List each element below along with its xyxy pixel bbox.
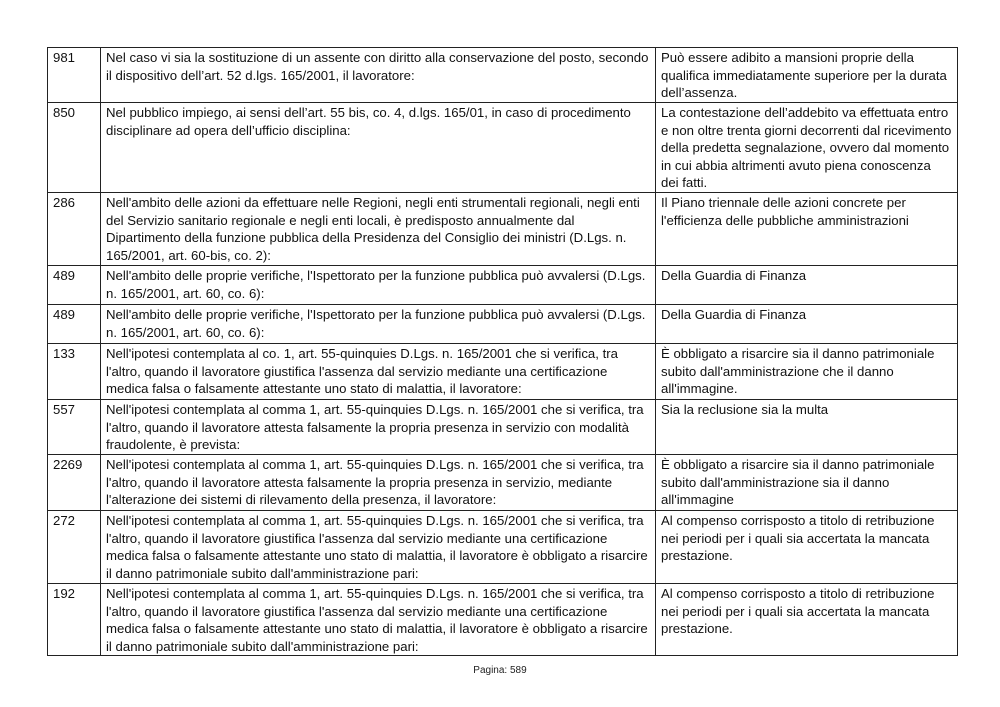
question-id: 981 [48, 48, 101, 103]
question-text: Nell'ipotesi contemplata al comma 1, art. 55-quinquies D.Lgs. n. 165/2001 che si verifica, tra l'altro, quando il lavoratore attesta falsamente la propria presenza in servizio con modalità fraudolente, è prevista: [101, 400, 656, 455]
question-id: 489 [48, 266, 101, 305]
answer-text: È obbligato a risarcire sia il danno patrimoniale subito dall'amministrazione che il danno all'immagine. [656, 344, 958, 400]
answer-text: Al compenso corrisposto a titolo di retribuzione nei periodi per i quali sia accertata la mancata prestazione. [656, 511, 958, 584]
question-text: Nell'ambito delle azioni da effettuare nelle Regioni, negli enti strumentali regionali, negli enti del Servizio sanitario regionale e negli enti locali, è predisposto annualmente dal Dipartimento della funzione pubblica della Presidenza del Consiglio dei ministri (D.Lgs. n. 165/2001, art. 60-bis, co. 2): [101, 193, 656, 266]
answer-text: Al compenso corrisposto a titolo di retribuzione nei periodi per i quali sia accertata la mancata prestazione. [656, 584, 958, 656]
question-text: Nell'ipotesi contemplata al co. 1, art. 55-quinquies D.Lgs. n. 165/2001 che si verifica, tra l'altro, quando il lavoratore giustifica l'assenza dal servizio mediante una certificazione medica falsa o falsamente attestante uno stato di malattia, il lavoratore: [101, 344, 656, 400]
question-id: 489 [48, 305, 101, 344]
quiz-table-body [48, 48, 958, 656]
table-row [48, 584, 958, 656]
answer-text: È obbligato a risarcire sia il danno patrimoniale subito dall'amministrazione sia il danno all'immagine [656, 455, 958, 511]
table-row [48, 48, 958, 103]
question-id: 272 [48, 511, 101, 584]
table-row [48, 455, 958, 511]
question-id: 286 [48, 193, 101, 266]
table-row [48, 305, 958, 344]
question-id: 2269 [48, 455, 101, 511]
table-row [48, 511, 958, 584]
answer-text: Della Guardia di Finanza [656, 305, 958, 344]
table-row [48, 400, 958, 455]
question-id: 192 [48, 584, 101, 656]
question-text: Nell'ambito delle proprie verifiche, l'Ispettorato per la funzione pubblica può avvalersi (D.Lgs. n. 165/2001, art. 60, co. 6): [101, 305, 656, 344]
question-id: 850 [48, 103, 101, 193]
table-row [48, 266, 958, 305]
answer-text: Può essere adibito a mansioni proprie della qualifica immediatamente superiore per la durata dell’assenza. [656, 48, 958, 103]
answer-text: Il Piano triennale delle azioni concrete per l'efficienza delle pubbliche amministrazioni [656, 193, 958, 266]
question-text: Nell'ipotesi contemplata al comma 1, art. 55-quinquies D.Lgs. n. 165/2001 che si verifica, tra l'altro, quando il lavoratore giustifica l'assenza dal servizio mediante una certificazione medica falsa o falsamente attestante uno stato di malattia, il lavoratore è obbligato a risarcire il danno patrimoniale subito dall'amministrazione pari: [101, 511, 656, 584]
table-row [48, 344, 958, 400]
question-id: 557 [48, 400, 101, 455]
question-text: Nell'ambito delle proprie verifiche, l'Ispettorato per la funzione pubblica può avvalersi (D.Lgs. n. 165/2001, art. 60, co. 6): [101, 266, 656, 305]
question-text: Nel caso vi sia la sostituzione di un assente con diritto alla conservazione del posto, secondo il dispositivo dell’art. 52 d.lgs. 165/2001, il lavoratore: [101, 48, 656, 103]
question-id: 133 [48, 344, 101, 400]
table-row [48, 103, 958, 193]
question-text: Nell'ipotesi contemplata al comma 1, art. 55-quinquies D.Lgs. n. 165/2001 che si verifica, tra l'altro, quando il lavoratore attesta falsamente la propria presenza in servizio, mediante l'alterazione dei sistemi di rilevamento della presenza, il lavoratore: [101, 455, 656, 511]
question-text: Nell'ipotesi contemplata al comma 1, art. 55-quinquies D.Lgs. n. 165/2001 che si verifica, tra l'altro, quando il lavoratore giustifica l'assenza dal servizio mediante una certificazione medica falsa o falsamente attestante uno stato di malattia, il lavoratore è obbligato a risarcire il danno patrimoniale subito dall'amministrazione pari: [101, 584, 656, 656]
question-text: Nel pubblico impiego, ai sensi dell’art. 55 bis, co. 4, d.lgs. 165/01, in caso di procedimento disciplinare ad opera dell’ufficio disciplina: [101, 103, 656, 193]
answer-text: La contestazione dell’addebito va effettuata entro e non oltre trenta giorni decorrenti dal ricevimento della predetta segnalazione, ovvero dal momento in cui abbia altrimenti avuto piena conoscenza dei fatti. [656, 103, 958, 193]
table-row [48, 193, 958, 266]
answer-text: Sia la reclusione sia la multa [656, 400, 958, 455]
page-number: Pagina: 589 [473, 665, 527, 676]
quiz-table [47, 47, 958, 656]
answer-text: Della Guardia di Finanza [656, 266, 958, 305]
